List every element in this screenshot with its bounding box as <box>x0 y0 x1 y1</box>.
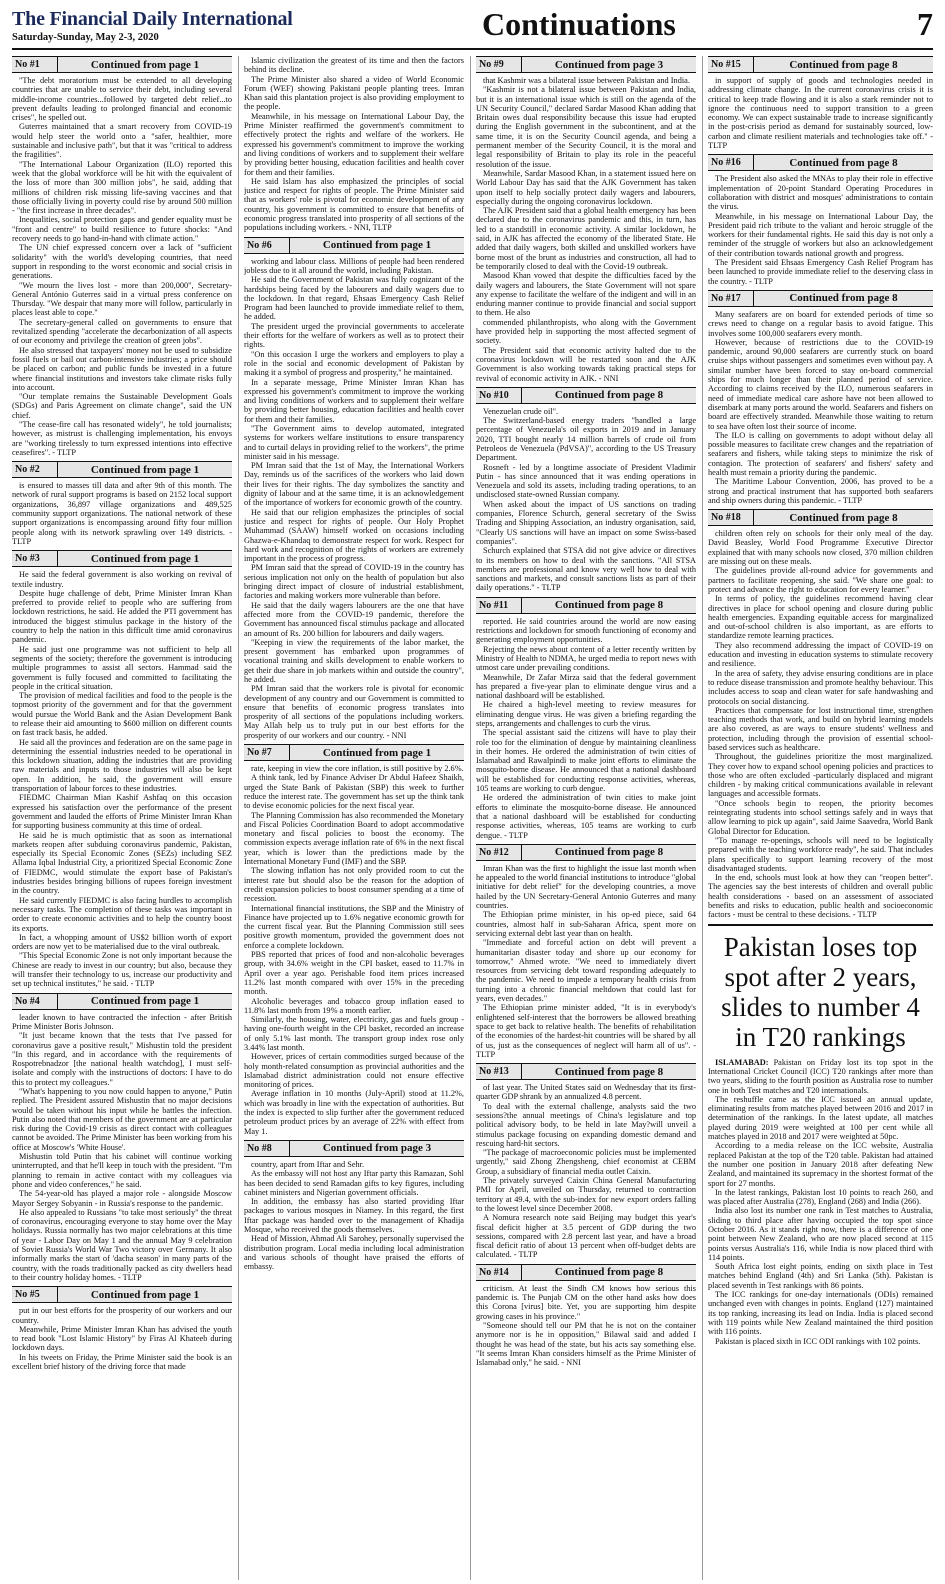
paragraph: In the end, schools must look at how they can "reopen better". The agencies say the best interests of children and overall public health considerations - based on an assessment of associated benefits and risks to education, public health and socioeconomic factors - must be central to these decisions. - TLTP <box>708 873 933 920</box>
paragraph: He said he is much optimistic that as soon as international markets reopen after subduing coronavirus pandemic, Pakistan, especially its Special Economic Zones (SEZs) including SEZ Allama Iqbal Industrial City, a prioritized Special Economic Zone of FIEDMC, would stimulate the export base of Pakistan's industries besides bringing billions of rupees foreign investment in the country. <box>12 830 232 896</box>
paragraph: They also recommend addressing the impact of COVID-19 on education and investing in education systems to stimulate recovery and resilience. <box>708 640 933 669</box>
block-title: Continued from page 8 <box>789 156 898 169</box>
block-header <box>244 1140 464 1157</box>
block-title: Continued from page 8 <box>554 389 664 402</box>
dateline: ISLAMABAD: <box>715 1057 769 1067</box>
paragraph: He said the Government of Pakistan was fully cognizant of the hardships being faced by the labourers and daily wagers due to the lockdown. In that regard, Ehsaas Emergency Cash Relief Program had been launched to provide immediate relief to them, he added. <box>244 275 464 322</box>
paragraph: According to a media release on the ICC website, Australia replaced Pakistan at the top of the T20 table. Pakistan had attained the number one position in January 2018 after defeating New Zealand, and maintained its supremacy in the shortest format of the sport for 27 months. <box>708 1141 933 1188</box>
block-header <box>12 550 232 567</box>
paragraph-text: Pakistan on Friday lost its top spot in the International Cricket Council (ICC) T20 rankings after more than two years, sliding to the fourth position as Australia rose to number one in both Test matches and T20 internationals. <box>708 1057 933 1095</box>
paragraph: The Maritime Labour Convention, 2006, has proved to be a strong and practical instrument that has supported both seafarers and ship owners during this pandemic. - TLTP <box>708 477 933 505</box>
paragraph: In his tweets on Friday, the Prime Minister said the book is an excellent brief history of the driving force that made <box>12 1352 232 1371</box>
paragraph: Rosneft - led by a longtime associate of President Vladimir Putin - has since announced that it was ending operations in Venezuela and sold its assets, including trading operations, to an undisclosed state-owned Russian company. <box>476 462 696 500</box>
block-header <box>708 154 933 171</box>
paragraph: working and labour class. Millions of people had been rendered jobless due to it all around the world, including Pakistan. <box>244 256 464 275</box>
block-number: No #17 <box>708 291 754 306</box>
block-title: Continued from page 1 <box>322 239 432 252</box>
continuation-block <box>476 844 696 1059</box>
paragraph: Similarly, the housing, water, electricity, gas and fuels group - having one-fourth weight in the CPI basket, recorded an increase of only 5.1% last month. The transport group index rose only 3.44% last month. <box>244 1015 464 1052</box>
paragraph: "The Government aims to develop automated, integrated systems for workers welfare institutions to ensure transparency and to curtail delays in providing relief to the workers", the prime minister said in his message. <box>244 423 464 461</box>
paragraph: The secretary-general called on governments to ensure that revitalized spending "accelerate the decarbonization of all aspects of our economy and privilege the creation of green jobs". <box>12 317 232 346</box>
paragraph: The 54-year-old has played a major role - alongside Moscow Mayor Sergey Sobyanin - in Russia's response to the pandemic. <box>12 1189 232 1208</box>
paragraph: Average inflation in 10 months (July-April) stood at 11.2%, which was broadly in line with the expectation of authorities. But the index is expected to slip further after the government reduced petroleum product prices by an average of 22% with effect from May 1. <box>244 1089 464 1136</box>
block-title: Continued from page 8 <box>554 1266 664 1279</box>
paragraph: leader known to have contracted the infection - after British Prime Minister Boris Johnson. <box>12 1012 232 1031</box>
block-title: Continued from page 8 <box>789 292 898 305</box>
paragraph: Many seafarers are on board for extended periods of time so crews need to change on a regular basis to avoid fatigue. This involves some 100,000 seafarers every month. <box>708 309 933 338</box>
paragraph: The President also asked the MNAs to play their role in effective implementation of 20-point Standard Operating Procedures in collaboration with district and mosques' administrations to contain the virus. <box>708 174 933 212</box>
paragraph: Inequalities, social protection gaps and gender equality must be "front and centre" to build resilience to future shocks: "And recovery needs to go hand-in-hand with climate action." <box>12 215 232 244</box>
paragraph: However, because of restrictions due to the COVID-19 pandemic, around 90,000 seafarers are currently stuck on board cruise ships without passengers and sometimes even without pay. A similar number have been forced to stay on-board commercial ships for much longer than their planned period of service. According to claims received by the ILO, numerous seafarers in need of immediate medical care ashore have not been allowed to disembark at many ports around the world. Seafarers and fishers on board are effectively stranded. Meanwhile those waiting to return to sea have often lost their source of income. <box>708 337 933 431</box>
paragraph: He said the federal government is also working on revival of textile industry. <box>12 570 232 589</box>
paragraph: children often rely on schools for their only meal of the day. David Beasley, World Food Programme Executive Director explained that with many schools now closed, 370 million children are missing out on these meals. <box>708 529 933 567</box>
block-title: Continued from page 8 <box>789 511 898 524</box>
paragraph: Meanwhile, Prime Minister Imran Khan has advised the youth to read book "Lost Islamic History" by Firas Al Khateeb during lockdown days. <box>12 1324 232 1353</box>
paragraph: Despite huge challenge of debt, Prime Minister Imran Khan preferred to provide relief to people who are suffering from lockdown restrictions, he said. He added the PTI government has introduced the biggest stimulus package in the history of the country to help the nation in this difficult time amid coronavirus pandemic. <box>12 588 232 645</box>
page-number: 7 <box>917 6 933 42</box>
paragraph: Meanwhile, in his message on International Labour Day, the Prime Minister reaffirmed the government's commitment to effectively protect the rights and welfare of the workers. He expressed his government's commitment to improve the working and living conditions of workers and to supplement their welfare by providing better housing, education facilities and health cover for them and their families. <box>244 111 464 177</box>
paragraph: The slowing inflation has not only provided room to cut the interest rate but should also be the reason for the adoption of credit expansion policies to boost consumer spending at a time of recession. <box>244 866 464 904</box>
paragraph: "The debt moratorium must be extended to all developing countries that are unable to service their debt, including several middle-income countries...followed by targeted debt relief...to prevent defaults leading to prolonged financial and economic crises", he spelled out. <box>12 76 232 123</box>
block-number: No #10 <box>476 388 522 403</box>
block-header <box>476 1063 696 1080</box>
paragraph: "The cease-fire call has resonated widely", he told journalists; however, as mistrust is challenging implementation, his envoys are "working tirelessly to turn expressed intentions into effective ceasefires". - TLTP <box>12 419 232 457</box>
block-header <box>708 56 933 73</box>
paragraph: Meanwhile, Dr Zafar Mirza said that the federal government has prepared a five-year plan to eliminate dengue virus and a national dashboard will be established. <box>476 672 696 701</box>
paragraph: The Prime Minister also shared a video of World Economic Forum (WEF) showing Pakistani people planting trees. Imran Khan said this plantation project is also providing employment to the people. <box>244 74 464 112</box>
paragraph: The President said that economic activity halted due to the coronavirus lockdown will be restarted soon and the AJK Government is also working towards taking practical steps for revival of economic activity in AJK. - NNI <box>476 345 696 383</box>
continuation-block <box>476 597 696 840</box>
paragraph: The ICC rankings for one-day internationals (ODIs) remained unchanged even with changes in points. England (127) maintained its top ranking, increasing its lead on India. India is placed second with 119 points while New Zealand maintained the third position with 116 points. <box>708 1290 933 1337</box>
paragraph: "The International Labour Organization (ILO) reported this week that the global workforce will be hit with the equivalent of the loss of more than 300 million jobs", he said, adding that millions of children risk missing life-saving vaccines and that those officially living in poverty could rise by around 500 million - "the first increase in three decades". <box>12 159 232 216</box>
paragraph: He said just one programme was not sufficient to help all segments of the society; therefore the government is introducing multiple programmes to assist all sectors. Hammad said the government is fully focused and committed to facilitating the people in the critical situation. <box>12 644 232 691</box>
columns-area <box>12 56 933 1580</box>
paragraph: Venezuelan crude oil". <box>483 406 559 416</box>
paragraph: Rejecting the news about content of a letter recently written by Ministry of Health to NDMA, he urged media to report news with utmost care under prevailing conditions. <box>476 644 696 673</box>
paper-name: The Financial Daily International <box>12 8 293 30</box>
block-header <box>708 509 933 526</box>
continuation-block <box>12 1286 232 1371</box>
block-number: No #8 <box>244 1141 290 1156</box>
paragraph: rate, keeping in view the core inflation, is still positive by 2.6%. <box>251 764 464 774</box>
block-number: No #13 <box>476 1064 522 1079</box>
block-number: No #4 <box>12 994 58 1009</box>
block-number: No #18 <box>708 510 754 525</box>
paragraph: in support of supply of goods and technologies needed in addressing climate change. In the current coronavirus crisis it is critical to keep trade flowing and it is also a stark reminder not to ignore the continuous need to support transition to a green economy. We can expect sustainable trade to increase significantly in the post-crisis period as demand for sustainably sourced, low-carbon and climate resilient materials and technologies take off." - TLTP <box>708 76 933 151</box>
block-header <box>12 1286 232 1303</box>
paragraph: A Nomura research note said Beijing may budget this year's fiscal deficit higher at 3.5 percent of GDP during the two sessions, compared with 2.8 percent last year, and have a broad fiscal deficit ratio of about 13 percent when off-budget debts are calculated. - TLTP <box>476 1213 696 1260</box>
continuation-block <box>476 1063 696 1260</box>
block-header <box>244 237 464 254</box>
continuation-block <box>476 56 696 383</box>
paragraph: PM Imran said that the spread of COVID-19 in the country has serious implication not only on the health of population but also bringing direct impact of closure of industrial establishment, factories and making workers more vulnerable than before. <box>244 563 464 601</box>
paragraph: Guterres maintained that a smart recovery from COVID-19 would help steer the world onto a "safer, healthier, more sustainable and inclusive path", but that it was "critical to address the fragilities". <box>12 122 232 160</box>
paragraph: The Switzerland-based energy traders "handled a large percentage of Venezuela's oil exports in 2019 and in January 2020, TTI bought nearly 14 million barrels of crude oil from Petroleos de Venezuela (PdVSA)", according to the US Treasury Department. <box>476 416 696 463</box>
paragraph: He said that our religion emphasizes the principles of social justice and respect for rights of people. Our Holy Prophet Muhammad (SAAW) himself worked on occasions including Ghazwa-e-Khandaq to demonstrate respect for work. Respect for hard work and recognition of the rights of workers are extremely important in the process of progress. <box>244 507 464 564</box>
paragraph: He said that the daily wagers labourers are the one that have affected more from the COVID-19 pandemic, therefore the Government has announced fiscal stimulus package and allocated an amount of Rs. 200 billion for labourers and daily wagers. <box>244 600 464 638</box>
paragraph: Pakistan is placed sixth in ICC ODI rankings with 102 points. <box>715 1336 921 1346</box>
paragraph: He also appealed to Russians "to take most seriously" the threat of coronavirus, encouraging everyone to stay home over the May holidays. Russia normally has two major celebrations at this time of year - Labor Day on May 1 and the annual May 9 celebration of Soviet Russia's World War Two victory over Germany. It also informally marks the start of 'dacha season' in many parts of the country, with the roads traditionally packed as city dwellers head to their country holiday homes. - TLTP <box>12 1207 232 1282</box>
paragraph: Alcoholic beverages and tobacco group inflation eased to 11.8% last month from 19% a month earlier. <box>244 996 464 1015</box>
paragraph: As the embassy will not host any Iftar party this Ramazan, Sohl has been decided to send Ramadan gifts to key figures, including cabinet ministers and Nigerian government officials. <box>244 1169 464 1197</box>
block-header <box>12 461 232 478</box>
paragraph: Schurch explained that STSA did not give advice or directives to its members on how to deal with the sanctions. "All STSA members are professional and know very well how to deal with sanctions and markets, and consult sanctions lists as part of their daily operations." - TLTP <box>476 546 696 593</box>
paragraph: He also stressed that taxpayers' money not be used to subsidize fossil fuels or bail out carbon-intensive industries; a price should be placed on carbon; and public funds be invested in a future where financial institutions and investors take climate risks fully into account. <box>12 345 232 392</box>
block-title: Continued from page 8 <box>554 1065 664 1078</box>
block-number: No #14 <box>476 1265 522 1280</box>
block-title: Continued from page 1 <box>90 552 200 565</box>
paragraph: However, prices of certain commodities surged because of the holy month-related consumption as provincial authorities and the Islamabad district administration could not ensure effective monitoring of prices. <box>244 1052 464 1090</box>
block-header <box>476 844 696 861</box>
paragraph: "This Special Economic Zone is not only important because the Chinese are ready to invest in our country; but also, because they will transfer their technology to us, increase our productivity and set up technical institutes," he said. - TLTP <box>12 951 232 989</box>
paragraph: "Our template remains the Sustainable Development Goals (SDGs) and Paris Agreement on climate change", said the UN chief. <box>12 392 232 420</box>
paragraph: "We mourn the lives lost - more than 200,000", Secretary-General António Guterres said in a virtual press conference on Thursday. "We despair that many more will follow, particularly in places least able to cope." <box>12 280 232 318</box>
block-title: Continued from page 3 <box>554 58 664 71</box>
paragraph: "Once schools begin to reopen, the priority becomes reintegrating students into school settings safely and in ways that allow learning to pick up again", said Jaime Saavedra, World Bank Global Director for Education. <box>708 798 933 836</box>
paragraph: When asked about the impact of US sanctions on trading companies, Florence Schurch, general secretary of the Swiss Trading and Shipping Association, an industry organisation, said, "Clearly US sanctions will have an impact on some Swiss-based companies". <box>476 499 696 546</box>
paragraph: Throughout, the guidelines prioritize the most marginalized. They cover how to expand school opening policies and practices to those who are often excluded -particularly displaced and migrant children - by making critical communications available in relevant languages and accessible formats. <box>708 752 933 799</box>
paragraph: He said all the provinces and federation are on the same page in determining the essential industries needed to be operational in this lockdown situation, adding the industries that are providing raw materials and inputs to those industries will also be kept open. In addition, he said, the government will ensure transportation of labour forces to these industries. <box>12 737 232 794</box>
paragraph: Imran Khan was the first to highlight the issue last month when he appealed to the world financial institutions to introduce "global initiative for debt relief" for the developing countries, a move hailed by the UN Secretary-General Antonio Guterres and many countries. <box>476 863 696 911</box>
block-header <box>12 56 232 73</box>
paragraph: "The package of macroeconomic policies must be implemented urgently," said Zhong Zhengsheng, chief economist at CEBM Group, a subsidiary of financial media outlet Caixin. <box>476 1148 696 1176</box>
paper-date: Saturday-Sunday, May 2-3, 2020 <box>12 32 159 43</box>
continuation-block <box>708 154 933 286</box>
block-header <box>244 744 464 761</box>
block-header <box>708 290 933 307</box>
column-rule <box>702 56 703 1580</box>
paragraph: Islamic civilization the greatest of its time and then the factors behind its decline. <box>244 56 464 75</box>
block-number: No #12 <box>476 845 522 860</box>
block-header <box>476 387 696 404</box>
paragraph: Masood Khan vowed that despite the difficulties faced by the daily wagers and labourers, the State Government will not spare any expense to facilitate the welfare of the indigent and will in an enduring manner continue to provide financial and social support to them. He also <box>476 271 696 318</box>
continuation-block <box>244 237 464 740</box>
block-title: Continued from page 8 <box>789 58 898 71</box>
block-title: Continued from page 1 <box>322 746 432 759</box>
headline: Pakistan loses top spot after 2 years, slides to number 4 in T20 rankings <box>721 931 920 1052</box>
paragraph: The Ethiopian prime minister, in his op-ed piece, said 64 countries, almost half in sub-Saharan Africa, spent more on servicing external debt last year than on health. <box>476 910 696 938</box>
paragraph: The President said Ehsaas Emergency Cash Relief Program has been launched to provide immediate relief to the deserving class in the country. - TLTP <box>708 258 933 286</box>
paragraph: "What's happening to you now could happen to anyone," Putin replied. The President assured Mishustin that no major decisions would be taken without his input while he battles the infection. Putin also noted that members of the government are at particular risk during the Covid-19 crisis as direct contact with colleagues cannot be avoided. The Prime Minister has been working from his office at Moscow's 'White House'. <box>12 1086 232 1152</box>
paragraph: reported. He said countries around the world are now easing restrictions and lockdown for smooth functioning of economy and generating employment opportunities. <box>476 616 696 645</box>
paragraph: To deal with the external challenge, analysts said the two sessions?the annual meetings of China's legislature and top political advisory body, to be held in late May?will unveil a stimulus package focusing on expanding domestic demand and rescuing hard-hit sectors. <box>476 1101 696 1148</box>
paragraph: The provision of medical facilities and food to the people is the topmost priority of the government and for that the government would pursue the World Bank and the Asian Development Bank to release their aid amounting to $600 million on different counts on fast track basis, he added. <box>12 691 232 738</box>
continuation-block <box>244 744 464 1136</box>
paragraph: International financial institutions, the SBP and the Ministry of Finance have projected up to 1.6% negative economic growth for the current fiscal year. But the Planning Commission still sees positive growth momentum, provided the government does not enforce a complete lockdown. <box>244 903 464 950</box>
paragraph: India also lost its number one rank in Test matches to Australia, sliding to third place after having occupied the top spot since October 2016. As it stands right now, there is a difference of one point between New Zealand, who are now placed second at 115 points versus Australia's 116, while India is now placed third with 114 points. <box>708 1206 933 1262</box>
continuation-block <box>476 1264 696 1368</box>
paragraph: He ordered the administration of twin cities to make joint efforts to eliminate the mosquito-borne disease. He announced that a national dashboard will be established for conducting response activities, whereas, 105 teams are working to curb dengue. - TLTP <box>476 793 696 840</box>
masthead <box>12 6 933 50</box>
paragraph: is ensured to masses till data and after 9th of this month. The network of rural support programs is based on 2152 local support organizations, 36,897 village organizations and 489,525 community support organizations. The national network of these support organizations is encompassing around fifty four million people along with its network sprawling over 149 districts. - TLTP <box>12 481 232 546</box>
continuation-block <box>12 461 232 546</box>
paragraph: PM Imran said that the workers role is pivotal for economic development of any country and our Government is committed to ensure that benefits of economic progress translates into prosperity of all sections of the populations including workers. May Allah help us to truly put in our best efforts for the prosperity of our workers and our country. - NNI <box>244 684 464 740</box>
continuation-block <box>12 550 232 988</box>
paragraph: The UN chief expressed concern over a lack of "sufficient solidarity" with the world's developing countries, that need support in responding to the worst economic and social crisis in generations. <box>12 243 232 281</box>
block-number: No #15 <box>708 57 754 72</box>
continuation-block <box>476 387 696 593</box>
block-number: No #16 <box>708 155 754 170</box>
continuation-block <box>244 1140 464 1272</box>
paragraph: Mishustin told Putin that his cabinet will continue working uninterrupted, and that he'll keep in touch with the president. "I'm planning to remain in active contact with my colleagues via phone and video conferences," he said. <box>12 1152 232 1189</box>
paragraph: "Kashmir is not a bilateral issue between Pakistan and India, but it is an international issue which is still on the agenda of the UN Security Council," declared Sardar Masood Khan adding that Britain owes dual responsibility because this issue had erupted during the English government in the subcontinent, and at the same time, it is on the Security Council agenda, and being a permanent member of the Security Council, it is the moral and legal responsibility of Britain to play its role in the peaceful resolution of the issue. <box>476 85 696 169</box>
block-title: Continued from page 3 <box>322 1142 432 1155</box>
paragraph: In terms of policy, the guidelines recommend having clear directives in place for school opening and closure during public health emergencies. Expanding equitable access for marginalized and out-of-school children is also important, as are efforts to standardize remote learning practices. <box>708 594 933 641</box>
block-number: No #5 <box>12 1287 58 1302</box>
paragraph: The privately surveyed Caixin China General Manufacturing PMI for April, unveiled on Thursday, returned to contraction territory at 49.4, with the sub-index for new export orders falling to the lowest level since December 2008. <box>476 1176 696 1213</box>
paragraph: "Someone should tell our PM that he is not on the container anymore nor is he in opposition," Bilawal said and added I thought he was head of the state, but his acts say something else. "It seems Imran Khan considers himself as the Prime Minister of Islamabad only," he said. - NNI <box>476 1320 696 1368</box>
continuation-block <box>12 993 232 1283</box>
continuation-block <box>708 290 933 505</box>
news-story <box>708 924 933 1346</box>
block-number: No #1 <box>12 57 58 72</box>
paragraph: criticism. At least the Sindh CM knows how serious this pandemic is. The Punjab CM on the other hand asks how does this Corona [virus] bite. Yet, you are supporting him despite growing cases in his province." <box>476 1283 696 1321</box>
continuation-block <box>244 56 464 233</box>
paragraph: The president urged the provincial governments to accelerate their efforts for the welfare of workers as well as to protect their rights. <box>244 321 464 350</box>
continuation-block <box>708 56 933 150</box>
paragraph: PM Imran said that the 1st of May, the International Workers Day, reminds us of the sacrifices of the workers who laid down their lives for their rights. The day symbolizes the sanctity and dignity of labour and at the same time, it is an acknowledgement of the importance of workers for economic growth of the country. <box>244 461 464 508</box>
paragraph: The reshuffle came as the ICC issued an annual update, eliminating results from matches played between 2016 and 2017 in determination of the rankings. In the latest update, all matches played during 2019 were weighted at 100 per cent while all matches played in 2018 and 2017 were weighted at 50pc. <box>708 1094 933 1142</box>
paragraph: A think tank, led by Finance Adviser Dr Abdul Hafeez Shaikh, urged the State Bank of Pakistan (SBP) this week to further reduce the interest rate. The government has set up the think tank to devise economic policies for the next fiscal year. <box>244 773 464 811</box>
paragraph: In a separate message, Prime Minister Imran Khan has expressed his government's commitment to improve the working and living conditions of workers and to supplement their welfare by providing better housing, education facilities and health cover for them and their families. <box>244 377 464 424</box>
block-number: No #7 <box>244 745 290 760</box>
block-number: No #11 <box>476 598 522 613</box>
paragraph: "On this occasion I urge the workers and employers to play a role in the social and economic development of Pakistan by making it a symbol of progress and prosperity," he maintained. <box>244 349 464 378</box>
paragraph: The ILO is calling on governments to adopt without delay all possible measures to facilitate crew changes and the repatriation of seafarers and fishers, while taking steps to minimize the risk of contagion. The protection of seafarers' and fishers' safety and health must remain a priority during the pandemic. <box>708 430 933 477</box>
continuation-block <box>708 509 933 919</box>
paragraph: He said Islam has also emphasized the principles of social justice and respect for rights of people. The Prime Minister said that as workers' role is pivotal for economic development of any country, his government is committed to ensure that benefits of economic progress translated into prosperity of all sections of the populations including workers. - NNI, TLTP <box>244 176 464 233</box>
paragraph: The AJK President said that a global health emergency has been declared due to the coronavirus pandemic and this, in turn, has led to a standstill in economic activity. A similar lockdown, he said, in AJK has affected the economy of the liberated State. He added that daily wagers, both skilled and unskilled workers have borne most of the brunt as industries and construction, all had to be temporarily closed to deal with the Covid-19 outbreak. <box>476 206 696 271</box>
column-rule <box>470 56 471 1580</box>
paragraph: "Immediate and forceful action on debt will prevent a humanitarian disaster today and shore up our economy for tomorrow," Ahmed wrote. "We need to immediately divert resources from servicing debt toward responding adequately to the pandemic. We need to impede a temporary health crisis from turning into a chronic financial meltdown that could last for years, even decades." <box>476 938 696 1004</box>
column-2 <box>244 56 464 1580</box>
block-number: No #3 <box>12 551 58 566</box>
block-title: Continued from page 8 <box>554 599 664 612</box>
paragraph: The special assistant said the citizens will have to play their role too for the elimination of dengue by maintaining cleanliness in their homes. He ordered the administration of twin cities of Islamabad and Rawalpindi to make joint efforts to eliminate the mosquito-borne disease. He announced that a national dashboard will be established for conducting response activities, whereas, 105 teams are working to curb dengue. <box>476 728 696 794</box>
block-header <box>476 56 696 73</box>
block-number: No #6 <box>244 238 290 253</box>
lead-paragraph <box>708 1058 933 1095</box>
paragraph: The Planning Commission has also recommended the Monetary and Fiscal Policies Coordination Board to adopt accommodative monetary and fiscal policies to boost the economy. The commission expects average inflation rate of 6% in the next fiscal year, which is lower than the predictions made by the International Monetary Fund (IMF) and the SBP. <box>244 810 464 867</box>
block-number: No #9 <box>476 57 522 72</box>
paragraph: "Keeping in view the requirements of the labor market, the present government has embarked upon programmes of vocational training and skills development to enable workers to get their due share in job markets within and outside the country", he added. <box>244 637 464 684</box>
paragraph: In fact, a whopping amount of US$2 billion worth of export orders are now yet to be materialised due to the viral outbreak. <box>12 932 232 952</box>
paragraph: Meanwhile, in his message on International Labour Day, the President paid rich tribute to the valiant and heroic struggle of the workers for their fundamental rights. He said this day is not only a reminder of the struggle of workers but also an acknowledgement of their contribution towards national growth and progress. <box>708 211 933 258</box>
column-1 <box>12 56 232 1580</box>
paragraph: "To manage re-openings, schools will need to be logistically prepared with the teaching workforce ready", he said. That includes plans specifically to support learning recovery of the most disadvantaged students. <box>708 835 933 873</box>
paragraph: The guidelines provide all-round advice for governments and partners to facilitate reopening, she said. "We share one goal: to protect and advance the right to education for every learner." <box>708 566 933 594</box>
paragraph: of last year. The United States said on Wednesday that its first-quarter GDP shrank by an annualized 4.8 percent. <box>476 1083 696 1102</box>
section-title: Continuations <box>482 6 676 42</box>
paragraph: South Africa lost eight points, ending on sixth place in Test matches behind England (4th) and Sri Lanka (5th). Pakistan is placed seventh in Test rankings with 86 points. <box>708 1262 933 1290</box>
block-title: Continued from page 1 <box>90 58 200 71</box>
paragraph: put in our best efforts for the prosperity of our workers and our country. <box>12 1306 232 1325</box>
block-header <box>476 1264 696 1281</box>
paragraph: Practices that compensate for lost instructional time, strengthen teaching methods that work, and build on hybrid learning models are also covered, as are ways to ensure students' wellness and protection, including through the provision of essential school-based services such as healthcare. <box>708 705 933 752</box>
column-rule <box>238 56 239 1580</box>
block-title: Continued from page 1 <box>90 463 200 476</box>
paragraph: He chaired a high-level meeting to review measures for eliminating dengue virus. He was given a briefing regarding the steps, arrangements and challenges to curb the virus. <box>476 700 696 728</box>
block-header <box>12 993 232 1010</box>
paragraph: "It just became known that the tests that I've passed for coronavirus gave a positive result," Mishustin told the president "In this regard, and in accordance with the requirements of Rospotrebnadzor [the national health watchdog], I must self-isolate and comply with the instructions of doctors: I have to do this to protect my colleagues." <box>12 1031 232 1087</box>
paragraph: FIEDMC Chairman Mian Kashif Ashfaq on this occasion expressed his satisfaction over the performance of the present government and lauded the efforts of Prime Minister Imran Khan for supporting business community at this time of ordeal. <box>12 793 232 831</box>
paragraph: Head of Mission, Ahmad Ali Sarohey, personally supervised the distribution program. Local media including local administration and various schools of thought have praised the efforts of embassy. <box>244 1234 464 1272</box>
paragraph: Meanwhile, Sardar Masood Khan, in a statement issued here on World Labour Day has said that the AJK Government has taken upon itself to help socially protect daily wagers and labourers, especially during the ongoing coronavirus lockdown. <box>476 168 696 206</box>
paragraph: In addition, the embassy has also started providing Iftar packages to various mosques in Niamey. In this regard, the first Iftar package was handed over to the management of Khadija Mosque, who received the goods themselves. <box>244 1197 464 1235</box>
block-number: No #2 <box>12 462 58 477</box>
column-3 <box>476 56 696 1580</box>
paragraph: In the latest rankings, Pakistan lost 10 points to reach 260, and was placed after Australia (278), England (268) and India (266). <box>708 1187 933 1207</box>
paragraph: PBS reported that prices of food and non-alcoholic beverages group, with 34.6% weight in the CPI basket, eased to 11.7% in April over a year ago. Perishable food item prices increased 11.2% last month compared with over 15% in the preceding month. <box>244 950 464 997</box>
block-header <box>476 597 696 614</box>
column-4 <box>708 56 933 1580</box>
block-title: Continued from page 8 <box>554 846 664 859</box>
paragraph: The Ethiopian prime minister added, "It is in everybody's enlightened self-interest that the borrowers be allowed breathing space to get back to relative health. The benefits of rehabilitation of the economies of the hardest-hit countries will be shared by all of us, just as the consequences of neglect will harm all of us". - TLTP <box>476 1003 696 1059</box>
block-title: Continued from page 1 <box>90 1288 200 1301</box>
block-title: Continued from page 1 <box>90 995 200 1008</box>
paragraph: that Kashmir was a bilateral issue between Pakistan and India. <box>483 76 690 85</box>
paragraph: In the area of safety, they advise ensuring conditions are in place to reduce disease transmission and promote healthy behaviour. This includes access to soap and clean water for safe handwashing and protocols on social distancing. <box>708 668 933 706</box>
paragraph: country, apart from Iftar and Sehr. <box>251 1159 365 1169</box>
paragraph: commended philanthropists, who along with the Government have provided help in supporting the most affected segment of society. <box>476 317 696 346</box>
paragraph: He said currently FIEDMC is also facing hurdles to accomplish necessary tasks. The completion of these tasks was important in order to create economic activities and to help the country boost its exports. <box>12 895 232 933</box>
continuation-block <box>12 56 232 457</box>
